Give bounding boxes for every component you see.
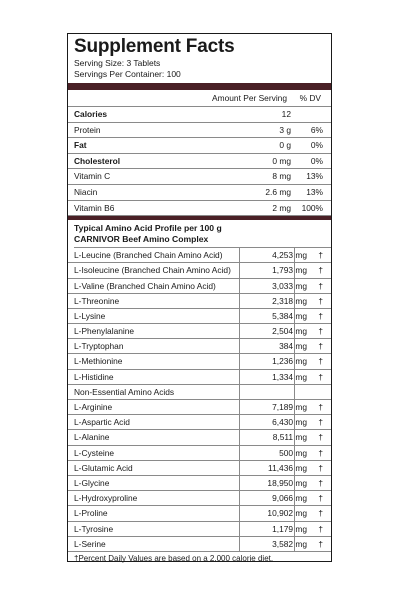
nutrient-list [68,107,331,216]
amino-amount: 3,033 mg [272,280,307,291]
amino-name: L-Glycine [74,477,110,488]
nutrient-dv: 100% [301,202,323,213]
nutrient-amount: 0 g [279,140,291,151]
dagger-mark: † [318,462,323,473]
amino-amount: 1,793 mg [272,265,307,276]
nutrient-name: Calories [74,109,108,119]
dagger-mark: † [318,447,323,458]
amino-amount: 1,236 mg [272,356,307,367]
profile-subtitle: CARNIVOR Beef Amino Complex [74,234,331,248]
amino-name: L-Leucine (Branched Chain Amino Acid) [74,250,223,261]
amino-row [68,279,331,294]
nutrient-row [68,107,331,123]
dagger-mark: † [318,493,323,504]
amino-amount: 384 mg [279,341,307,352]
amino-amount: 8,511 mg [272,432,307,443]
amino-row [68,248,331,263]
amino-amount: 5,384 mg [272,310,307,321]
supplement-facts-panel [67,33,332,562]
amino-row [68,324,331,339]
column-header [68,90,331,107]
amino-name: L-Phenylalanine [74,326,135,337]
thick-divider [68,83,331,90]
dagger-mark: † [318,250,323,261]
servings-per-container: Servings Per Container: 100 [74,69,181,79]
nutrient-name: Protein [74,124,101,135]
amino-row [68,446,331,461]
amino-amount: 500 mg [279,447,307,458]
amino-name: L-Cysteine [74,447,115,458]
nutrient-amount: 0 mg [272,155,291,166]
dagger-mark: † [318,326,323,337]
amino-row [68,476,331,491]
amino-row [68,461,331,476]
dagger-mark: † [318,280,323,291]
amino-name: L-Alanine [74,432,110,443]
dagger-mark: † [318,310,323,321]
nutrient-name: Fat [74,140,87,151]
amino-row [68,294,331,309]
dagger-mark: † [318,523,323,534]
amino-name: L-Histidine [74,371,114,382]
amino-name: L-Tryptophan [74,341,124,352]
nutrient-row [68,169,331,185]
nutrient-amount: 2.6 mg [265,186,291,197]
amino-amount: 1,179 mg [272,523,307,534]
amino-name: L-Valine (Branched Chain Amino Acid) [74,280,216,291]
dagger-mark: † [318,508,323,519]
nutrient-name: Niacin [74,186,98,197]
amino-row [68,491,331,506]
amino-row [68,415,331,430]
nutrient-amount: 12 [281,109,291,119]
nutrient-dv: 13% [306,186,323,197]
amino-name: L-Glutamic Acid [74,462,133,473]
amount-per-serving-label: Amount Per Serving [212,93,287,103]
nutrient-dv: 13% [306,171,323,182]
dagger-mark: † [318,356,323,367]
amino-name: L-Serine [74,538,106,549]
amino-row [68,522,331,537]
amino-name: L-Aspartic Acid [74,417,130,428]
dagger-mark: † [318,295,323,306]
dv-label: % DV [299,93,321,103]
amino-name: L-Methionine [74,356,123,367]
amino-row [68,400,331,415]
nutrient-row [68,201,331,217]
amino-amount: 11,436 mg [268,462,307,473]
amino-name: L-Tyrosine [74,523,114,534]
nutrient-name: Vitamin B6 [74,202,115,213]
amino-row [68,430,331,445]
nutrient-amount: 8 mg [272,171,291,182]
amino-row [68,263,331,278]
essential-amino-list [68,248,331,385]
dagger-mark: † [318,402,323,413]
amino-row [68,354,331,369]
amino-name: L-Proline [74,508,108,519]
amino-name: L-Isoleucine (Branched Chain Amino Acid) [74,265,231,276]
amino-amount: 6,430 mg [272,417,307,428]
nutrient-amount: 3 g [279,124,291,135]
serving-size: Serving Size: 3 Tablets [74,58,161,68]
nutrient-dv: 6% [310,124,323,135]
amino-row [68,537,331,552]
nonessential-amino-list [68,400,331,552]
dagger-mark: † [318,417,323,428]
amino-amount: 9,066 mg [272,493,307,504]
nutrient-dv: 0% [310,140,323,151]
nutrient-name: Vitamin C [74,171,111,182]
amino-amount: 4,253 mg [272,250,307,261]
footnote: †Percent Daily Values are based on a 2,000 calorie diet. [74,553,274,563]
nutrient-name: Cholesterol [74,155,121,166]
amino-amount: 3,582 mg [272,538,307,549]
amino-amount: 7,189 mg [272,402,307,413]
dagger-mark: † [318,371,323,382]
nutrient-row [68,185,331,201]
amino-amount: 18,950 mg [267,477,307,488]
amino-name: L-Threonine [74,295,120,306]
nutrient-row [68,154,331,170]
amino-table [68,248,331,552]
amino-row [68,506,331,521]
amino-amount: 1,334 mg [272,371,307,382]
dagger-mark: † [318,477,323,488]
dagger-mark: † [318,432,323,443]
nutrient-row [68,138,331,154]
amino-name: L-Lysine [74,310,106,321]
amino-name: L-Hydroxyproline [74,493,138,504]
nutrient-amount: 2 mg [272,202,291,213]
amino-amount: 2,504 mg [272,326,307,337]
amino-amount: 2,318 mg [272,295,307,306]
nutrient-row [68,123,331,139]
nonessential-heading: Non-Essential Amino Acids [68,385,331,400]
amino-name: L-Arginine [74,402,113,413]
amino-row [68,370,331,385]
amino-amount: 10,902 mg [267,508,307,519]
amino-row [68,309,331,324]
panel-title: Supplement Facts [74,36,235,57]
amino-row [68,339,331,354]
nutrient-dv: 0% [310,155,323,166]
profile-title: Typical Amino Acid Profile per 100 g [74,223,222,234]
dagger-mark: † [318,538,323,549]
dagger-mark: † [318,265,323,276]
dagger-mark: † [318,341,323,352]
